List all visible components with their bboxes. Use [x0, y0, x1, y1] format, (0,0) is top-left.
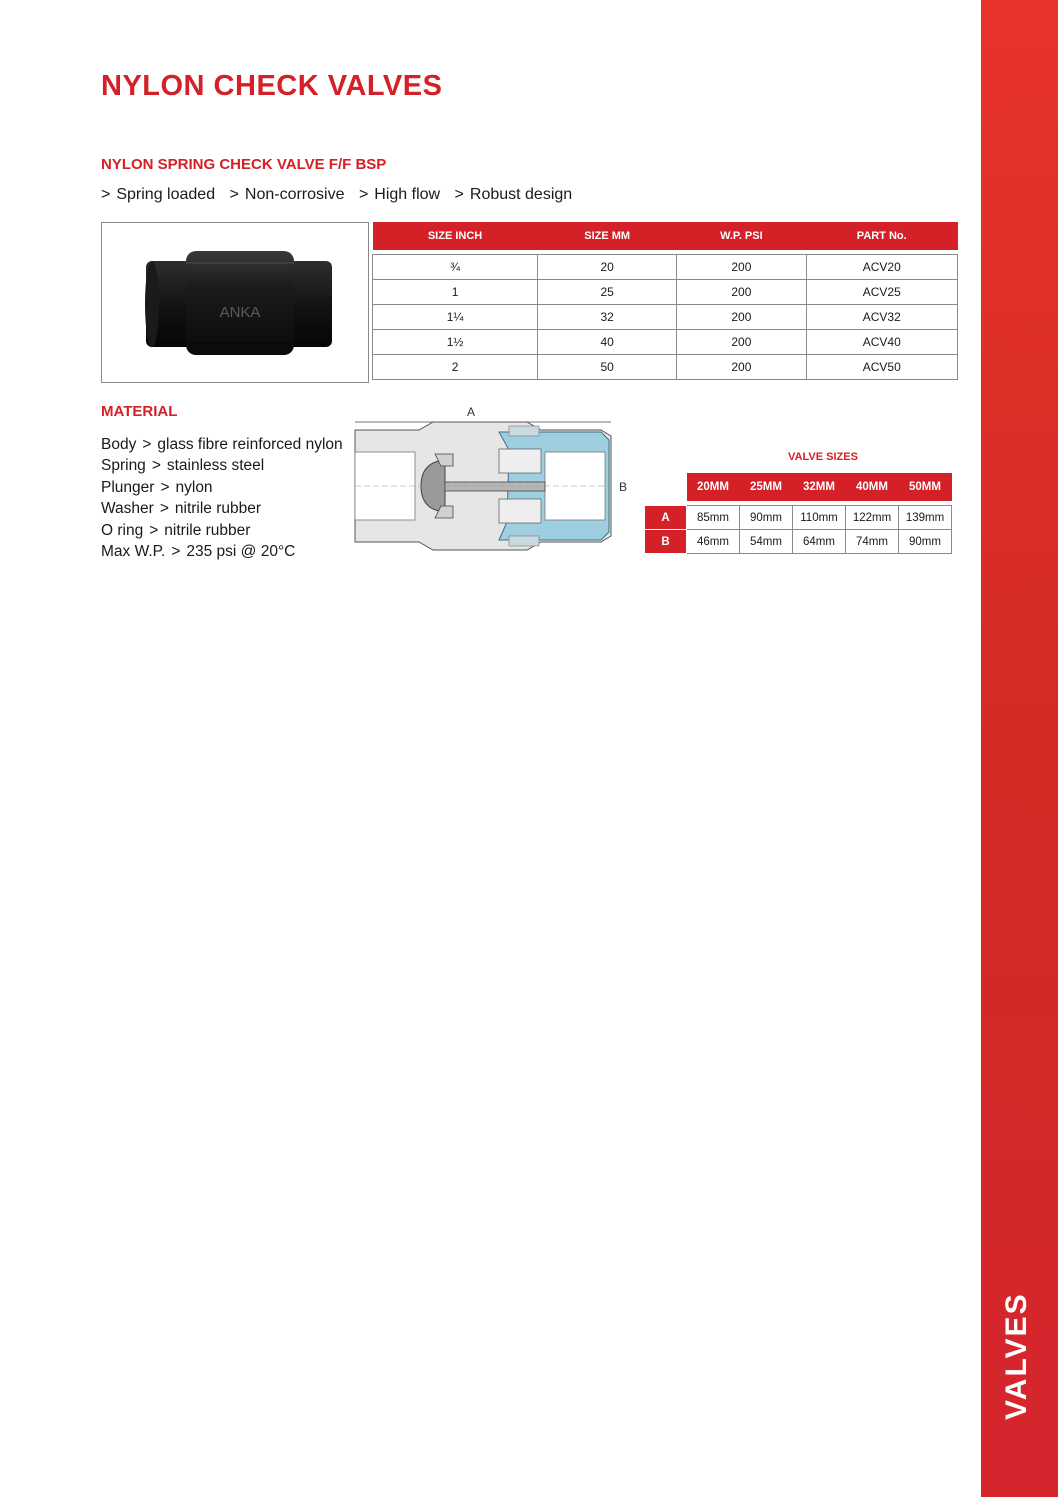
table-row [373, 330, 958, 355]
material-value: nylon [175, 478, 213, 496]
sidebar-band [981, 0, 1058, 1497]
material-value: 235 psi @ 20°C [186, 543, 296, 561]
table-row [645, 530, 952, 554]
table-cell: ACV40 [806, 330, 958, 355]
table-cell: 139mm [899, 506, 952, 530]
material-value: nitrile rubber [174, 500, 262, 518]
table-cell: ACV25 [806, 280, 958, 305]
material-part: O ring [101, 521, 144, 539]
table-cell: 90mm [740, 506, 793, 530]
product-subtitle: NYLON SPRING CHECK VALVE F/F BSP [101, 156, 387, 173]
row-label: B [645, 530, 687, 554]
table-cell: 25 [538, 280, 677, 305]
valve-cross-section [349, 404, 634, 564]
table-cell: 200 [677, 255, 806, 280]
table-cell: 200 [677, 355, 806, 380]
column-header: SIZE MM [538, 222, 677, 250]
column-header: 25MM [740, 473, 793, 501]
material-item [101, 541, 343, 562]
dimension-label-a: A [467, 405, 476, 419]
column-header: 32MM [793, 473, 846, 501]
arrow-icon: > [142, 436, 152, 453]
material-value: nitrile rubber [164, 521, 251, 539]
material-part: Spring [101, 457, 146, 475]
dimension-label-b: B [619, 480, 628, 494]
material-item [101, 434, 343, 455]
table-cell: 1¼ [373, 305, 538, 330]
table-cell: 200 [677, 330, 806, 355]
material-title: MATERIAL [101, 403, 178, 420]
sidebar-label: VALVES [1000, 1292, 1033, 1420]
feature-item: High flow [374, 186, 441, 203]
table-cell: 64mm [793, 530, 846, 554]
brand-text: ANKA [219, 304, 261, 321]
column-header: SIZE INCH [373, 222, 538, 250]
table-cell: ACV20 [806, 255, 958, 280]
table-cell: 32 [538, 305, 677, 330]
table-row [373, 280, 958, 305]
arrow-icon: > [358, 186, 369, 203]
table-cell: 1½ [373, 330, 538, 355]
table-header-row [373, 222, 958, 250]
table-row [373, 355, 958, 380]
column-header: 40MM [846, 473, 899, 501]
table-cell: 200 [677, 280, 806, 305]
arrow-icon: > [160, 478, 170, 496]
table-cell: 1 [373, 280, 538, 305]
material-part: Plunger [101, 478, 155, 496]
product-photo [101, 222, 369, 383]
arrow-icon: > [149, 521, 159, 539]
arrow-icon: > [229, 186, 239, 203]
table-cell: 85mm [687, 506, 740, 530]
table-cell: 54mm [740, 530, 793, 554]
table-cell: 40 [538, 330, 677, 355]
page-title: NYLON CHECK VALVES [101, 70, 443, 102]
table-cell: 2 [373, 355, 538, 380]
check-valve-photo [102, 223, 368, 382]
feature-list [101, 186, 582, 204]
material-item [101, 498, 343, 519]
column-header: 50MM [899, 473, 952, 501]
table-cell: 74mm [846, 530, 899, 554]
table-cell: 20 [538, 255, 677, 280]
table-cell: ACV32 [806, 305, 958, 330]
material-part: Body [101, 436, 137, 453]
valve-sizes-table [644, 473, 952, 554]
material-list [101, 434, 343, 562]
table-cell: 46mm [687, 530, 740, 554]
header-blank [645, 473, 687, 501]
table-cell: 90mm [899, 530, 952, 554]
table-cell: 110mm [793, 506, 846, 530]
table-cell: 122mm [846, 506, 899, 530]
row-label: A [645, 506, 687, 530]
spec-table [372, 222, 958, 380]
material-item [101, 455, 343, 476]
table-header-row [645, 473, 952, 501]
table-row [373, 255, 958, 280]
table-row [373, 305, 958, 330]
feature-item: Non-corrosive [244, 186, 345, 203]
cross-section-diagram [349, 404, 634, 564]
arrow-icon: > [151, 457, 161, 475]
arrow-icon: > [159, 500, 169, 518]
column-header: W.P. PSI [677, 222, 806, 250]
column-header: 20MM [687, 473, 740, 501]
arrow-icon: > [454, 186, 464, 203]
column-header: PART No. [806, 222, 958, 250]
material-item [101, 520, 343, 541]
material-part: Washer [101, 500, 154, 518]
arrow-icon: > [101, 186, 111, 203]
feature-item: Spring loaded [116, 186, 216, 203]
arrow-icon: > [171, 543, 181, 561]
table-cell: 50 [538, 355, 677, 380]
material-item [101, 477, 343, 498]
material-part: Max W.P. [101, 543, 166, 561]
material-value: glass fibre reinforced nylon [157, 436, 343, 453]
valve-sizes-title: VALVE SIZES [788, 451, 858, 463]
material-value: stainless steel [166, 457, 265, 475]
table-row [645, 506, 952, 530]
feature-item: Robust design [469, 186, 573, 203]
table-cell: ACV50 [806, 355, 958, 380]
table-cell: ¾ [373, 255, 538, 280]
table-cell: 200 [677, 305, 806, 330]
